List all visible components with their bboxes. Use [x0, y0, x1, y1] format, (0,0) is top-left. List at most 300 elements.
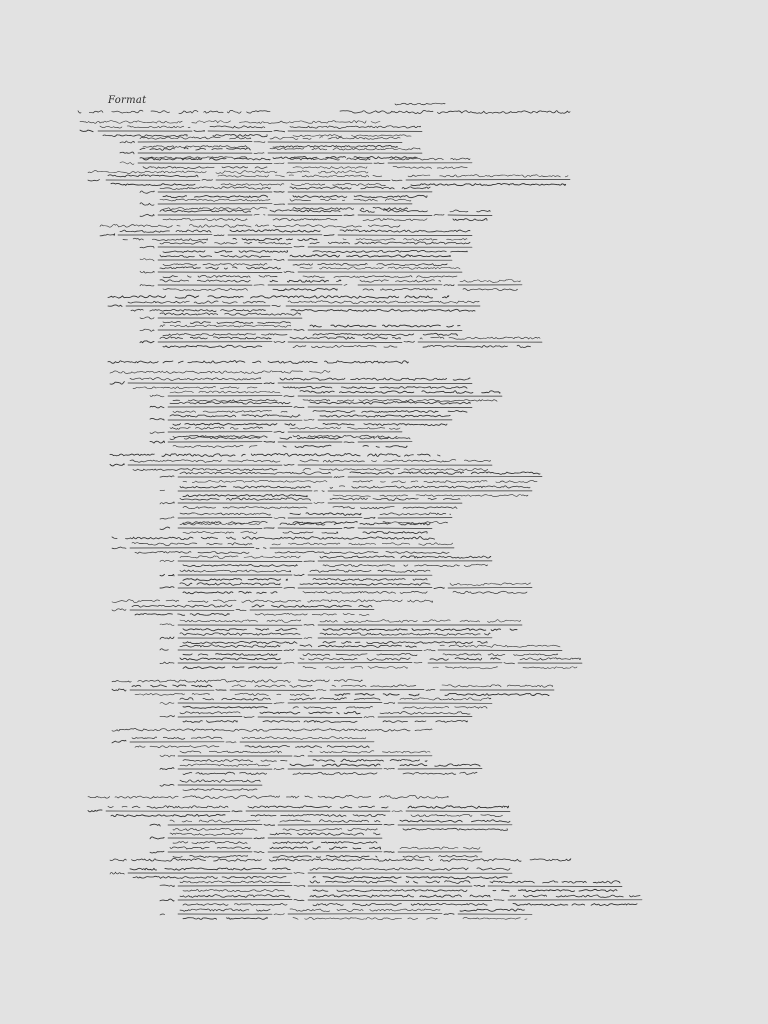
denominator-scribble: [173, 410, 287, 412]
numerator-scribble: [310, 242, 470, 244]
equals-mark: [274, 163, 284, 164]
numerator-scribble: [170, 402, 299, 404]
denominator-scribble: [423, 345, 539, 347]
denominator-scribble: [251, 814, 385, 816]
equals-and-lim-mark: [160, 517, 174, 519]
equals-mark: [264, 383, 274, 384]
denominator-scribble: [303, 591, 427, 593]
equals-and-lim-mark: [160, 502, 174, 504]
equals-mark: [426, 689, 441, 690]
numerator-scribble: [210, 126, 273, 128]
numerator-scribble: [290, 427, 400, 429]
denominator-scribble: [183, 904, 287, 906]
numerator-scribble: [450, 210, 490, 212]
equals-and-lim-mark: [160, 587, 174, 588]
fraction-bar: [298, 650, 422, 651]
equals-mark: [304, 419, 314, 420]
equals-and-lim-mark: [140, 214, 154, 216]
fraction-bar: [138, 163, 272, 164]
denominator-scribble: [183, 480, 327, 482]
numerator-scribble: [180, 645, 286, 648]
numerator-scribble: [300, 267, 460, 269]
numerator-scribble: [290, 126, 421, 129]
equals-mark: [254, 285, 264, 286]
denominator-scribble: [273, 218, 337, 220]
equals-mark: [264, 528, 274, 529]
denominator-scribble: [163, 195, 267, 198]
numerator-scribble: [400, 764, 480, 767]
denominator-scribble: [173, 445, 257, 447]
numerator-scribble: [330, 498, 465, 500]
equals-and-lim-mark: [150, 406, 164, 408]
numerator-scribble: [360, 280, 440, 282]
denominator-scribble: [313, 759, 427, 761]
equals-mark: [202, 179, 212, 180]
equals-mark: [264, 441, 275, 442]
denominator-scribble: [143, 146, 247, 148]
fraction-bar: [288, 342, 402, 343]
denominator-scribble: [183, 789, 257, 791]
equals-and-lim-mark: [112, 609, 126, 611]
equals-mark: [284, 649, 294, 650]
equals-and-lim-mark: [100, 234, 115, 236]
numerator-scribble: [170, 427, 271, 429]
equals-mark: [274, 703, 284, 704]
equals-mark: [344, 527, 354, 528]
denominator-scribble: [313, 890, 467, 892]
equals-and-lim-mark: [150, 432, 164, 434]
denominator-scribble: [111, 183, 195, 185]
fraction-bar: [208, 131, 272, 132]
function-definition-line: [110, 371, 330, 374]
denominator-scribble: [293, 195, 427, 197]
denominator-scribble: [293, 207, 407, 209]
numerator-scribble: [290, 158, 370, 160]
denominator-scribble: [283, 531, 338, 533]
denominator-scribble: [173, 423, 303, 425]
equals-mark: [434, 214, 444, 215]
numerator-scribble: [180, 570, 291, 572]
fraction-bar: [448, 215, 492, 216]
numerator-scribble: [360, 210, 437, 212]
denominator-scribble: [143, 166, 267, 168]
numerator-scribble: [408, 806, 509, 809]
fraction-bar: [308, 407, 472, 408]
equals-mark: [236, 609, 246, 610]
equals-mark: [294, 574, 304, 575]
denominator-scribble: [323, 423, 447, 425]
equals-mark: [294, 885, 305, 886]
numerator-scribble: [310, 881, 470, 884]
numerator-scribble: [510, 895, 640, 897]
equals-and-lim-mark: [140, 285, 154, 286]
numerator-scribble: [120, 230, 211, 232]
fraction-bar: [178, 650, 282, 651]
denominator-scribble: [163, 264, 267, 266]
equals-and-lim-mark: [120, 162, 134, 164]
equals-and-lim-mark: [160, 560, 174, 561]
numerator-scribble: [160, 199, 270, 201]
denominator-scribble: [173, 855, 248, 857]
fraction-bar: [448, 587, 532, 588]
numerator-scribble: [310, 402, 470, 404]
numerator-scribble: [170, 847, 250, 849]
function-definition-line: [110, 454, 440, 457]
fraction-bar: [338, 235, 472, 236]
denominator-scribble: [363, 532, 427, 534]
denominator-scribble: [133, 876, 295, 878]
numerator-scribble: [270, 280, 341, 282]
numerator-scribble: [360, 523, 430, 525]
numerator-scribble: [132, 737, 222, 740]
denominator-scribble: [183, 890, 290, 892]
numerator-scribble: [400, 698, 491, 701]
numerator-scribble: [270, 148, 420, 150]
denominator-scribble: [403, 828, 507, 830]
denominator-scribble: [313, 333, 458, 335]
denominator-scribble: [363, 288, 437, 290]
fraction-bar: [258, 717, 362, 718]
equals-mark: [384, 768, 394, 769]
numerator-scribble: [180, 881, 290, 883]
equals-mark: [216, 690, 226, 691]
equals-and-lim-mark: [160, 637, 174, 639]
denominator-scribble: [163, 288, 248, 290]
numerator-scribble: [108, 806, 228, 809]
denominator-scribble: [143, 157, 247, 159]
denominator-scribble: [273, 145, 397, 147]
numerator-scribble: [132, 685, 212, 687]
denominator-scribble: [283, 445, 340, 447]
numerator-scribble: [320, 556, 491, 558]
numerator-scribble: [290, 337, 400, 339]
equals-mark: [424, 650, 435, 651]
denominator-scribble: [291, 309, 475, 311]
equals-mark: [316, 690, 326, 691]
function-definition-line: [110, 858, 571, 861]
equals-and-lim-mark: [140, 246, 154, 248]
numerator-scribble: [170, 833, 252, 835]
fraction-bar: [268, 142, 402, 143]
denominator-scribble: [393, 166, 467, 168]
denominator-scribble: [333, 495, 533, 497]
denominator-scribble: [213, 135, 267, 137]
equals-mark: [392, 180, 402, 181]
fraction-bar: [308, 900, 492, 901]
denominator-scribble: [255, 613, 369, 615]
denominator-scribble: [173, 841, 247, 843]
numerator-scribble: [290, 255, 450, 257]
denominator-scribble: [293, 345, 397, 347]
numerator-scribble: [180, 472, 339, 475]
numerator-scribble: [180, 698, 270, 700]
equals-mark: [474, 885, 485, 886]
function-definition-line: [112, 537, 442, 540]
numerator-scribble: [130, 460, 280, 463]
equals-and-lim-mark: [160, 476, 174, 477]
denominator-scribble: [343, 239, 467, 241]
numerator-scribble: [140, 148, 250, 151]
equals-mark: [364, 716, 374, 717]
numerator-scribble: [290, 513, 361, 516]
equals-mark: [284, 396, 294, 397]
numerator-scribble: [320, 633, 490, 635]
denominator-scribble: [313, 903, 487, 905]
numerator-scribble: [290, 199, 411, 201]
numerator-scribble: [272, 543, 459, 545]
denominator-scribble: [303, 653, 417, 655]
equals-mark: [384, 852, 394, 853]
equals-and-lim-mark: [160, 914, 174, 915]
numerator-scribble: [160, 280, 250, 282]
numerator-scribble: [180, 583, 280, 586]
numerator-scribble: [270, 210, 340, 212]
numerator-scribble: [270, 847, 381, 849]
numerator-scribble: [260, 712, 360, 714]
numerator-scribble: [350, 472, 540, 475]
equals-mark: [256, 548, 266, 549]
numerator-scribble: [280, 378, 470, 380]
equals-mark: [254, 142, 265, 143]
numerator-scribble: [490, 881, 620, 883]
denominator-scribble: [293, 167, 367, 169]
denominator-scribble: [133, 387, 257, 389]
numerator-scribble: [310, 570, 430, 573]
denominator-scribble: [411, 183, 566, 185]
denominator-scribble: [293, 917, 437, 919]
denominator-scribble: [135, 551, 249, 553]
numerator-scribble: [160, 242, 291, 245]
equals-mark: [274, 341, 285, 342]
denominator-scribble: [323, 564, 488, 567]
numerator-scribble: [400, 847, 480, 849]
denominator-scribble: [183, 495, 314, 497]
equals-mark: [274, 769, 284, 770]
equals-and-lim-mark: [108, 305, 122, 306]
equals-mark: [344, 215, 354, 216]
fraction-bar: [178, 528, 262, 529]
equals-mark: [314, 491, 329, 492]
denominator-scribble: [163, 251, 288, 253]
fraction-bar: [358, 528, 432, 529]
equals-mark: [274, 914, 284, 915]
numerator-scribble: [128, 301, 273, 303]
denominator-scribble: [183, 918, 267, 920]
fraction-bar: [178, 561, 302, 562]
denominator-scribble: [173, 399, 277, 401]
function-definition-line: [108, 361, 408, 364]
equals-mark: [444, 285, 454, 286]
equals-and-lim-mark: [120, 141, 134, 143]
equals-and-lim-mark: [88, 179, 104, 181]
function-definition-line: [112, 728, 432, 731]
equals-mark: [294, 872, 304, 873]
denominator-scribble: [273, 288, 337, 290]
equals-mark: [254, 153, 264, 154]
fraction-bar: [178, 717, 242, 718]
denominator-scribble: [135, 693, 209, 695]
denominator-scribble: [183, 641, 297, 643]
numerator-scribble: [310, 868, 510, 870]
denominator-scribble: [163, 333, 287, 335]
numerator-scribble: [160, 337, 271, 339]
denominator-scribble: [383, 720, 467, 722]
denominator-scribble: [273, 842, 377, 844]
numerator-scribble: [420, 337, 540, 339]
numerator-scribble: [270, 137, 400, 140]
equals-and-lim-mark: [160, 702, 174, 704]
denominator-scribble: [183, 591, 277, 593]
denominator-scribble: [233, 238, 317, 240]
equals-and-lim-mark: [160, 649, 175, 651]
denominator-scribble: [403, 706, 487, 708]
equals-mark: [254, 214, 265, 215]
fraction-bar: [138, 141, 252, 142]
denominator-scribble: [135, 613, 229, 615]
equals-mark: [294, 330, 304, 331]
numerator-scribble: [290, 764, 380, 766]
equals-and-lim-mark: [140, 259, 154, 261]
equals-and-lim-mark: [112, 740, 126, 743]
equals-and-lim-mark: [140, 341, 154, 343]
denominator-scribble: [453, 219, 487, 221]
numerator-scribble: [332, 685, 424, 687]
numerator-scribble: [130, 378, 261, 381]
numerator-scribble: [180, 633, 300, 636]
denominator-scribble: [183, 760, 287, 762]
derivative-definition-left: [78, 110, 270, 113]
numerator-scribble: [380, 513, 451, 515]
equals-mark: [304, 625, 314, 626]
denominator-scribble: [163, 218, 247, 220]
denominator-scribble: [135, 746, 219, 748]
denominator-scribble: [433, 667, 497, 669]
fraction-bar: [178, 518, 272, 519]
equals-mark: [274, 192, 284, 193]
denominator-scribble: [313, 250, 467, 252]
denominator-scribble: [273, 855, 377, 857]
denominator-scribble: [443, 654, 558, 656]
numerator-scribble: [180, 780, 260, 782]
denominator-scribble: [133, 468, 277, 470]
numerator-scribble: [132, 605, 232, 607]
numerator-scribble: [290, 187, 430, 189]
equals-mark: [274, 431, 284, 432]
equals-and-lim-mark: [112, 689, 126, 691]
equals-mark: [274, 517, 285, 518]
function-definition-line: [88, 795, 448, 798]
numerator-scribble: [180, 620, 301, 623]
denominator-scribble: [163, 207, 267, 209]
fraction-bar: [278, 528, 342, 529]
numerator-scribble: [230, 230, 320, 233]
equals-mark: [504, 663, 514, 664]
equals-and-lim-mark: [150, 418, 171, 420]
worksheet-heading: Format: [108, 95, 147, 106]
denominator-scribble: [313, 410, 467, 412]
numerator-scribble: [460, 280, 520, 283]
function-definition-line: [112, 600, 433, 603]
denominator-scribble: [163, 275, 277, 277]
equals-and-lim-mark: [150, 824, 169, 826]
denominator-scribble: [303, 666, 408, 668]
denominator-scribble: [293, 521, 357, 523]
function-definition-line: [88, 171, 368, 174]
numerator-scribble: [300, 645, 421, 648]
denominator-scribble: [235, 693, 309, 695]
denominator-scribble: [183, 565, 297, 567]
fraction-bar: [288, 702, 382, 703]
denominator-scribble: [303, 399, 497, 401]
equals-mark: [344, 442, 354, 443]
numerator-scribble: [252, 605, 372, 607]
fraction-bar: [250, 609, 374, 610]
numerator-scribble: [130, 868, 290, 870]
numerator-scribble: [180, 712, 240, 714]
equals-and-lim-mark: [160, 662, 174, 664]
equals-mark: [494, 900, 504, 901]
numerator-scribble: [160, 313, 300, 316]
derivative-definition-note: [395, 103, 445, 105]
function-definition-line: [112, 679, 362, 682]
equals-mark: [324, 235, 334, 236]
denominator-scribble: [335, 694, 419, 696]
denominator-scribble: [131, 309, 270, 311]
numerator-scribble: [300, 391, 500, 394]
equals-and-lim-mark: [140, 329, 154, 331]
derivative-definition-right: [340, 110, 570, 113]
equals-mark: [444, 914, 454, 915]
numerator-scribble: [450, 583, 530, 586]
numerator-scribble: [300, 460, 491, 463]
equals-mark: [294, 899, 304, 900]
numerator-scribble: [170, 415, 300, 418]
denominator-scribble: [333, 506, 457, 508]
numerator-scribble: [320, 415, 450, 417]
equals-and-lim-mark: [150, 441, 165, 443]
equals-mark: [304, 638, 319, 639]
numerator-scribble: [108, 175, 198, 177]
fraction-bar: [278, 383, 472, 384]
denominator-scribble: [445, 693, 549, 695]
denominator-scribble: [183, 506, 316, 508]
equals-and-lim-mark: [150, 837, 164, 839]
equals-and-lim-mark: [110, 464, 124, 466]
equals-mark: [284, 662, 294, 663]
fraction-bar: [406, 811, 510, 812]
numerator-scribble: [288, 301, 479, 304]
equals-mark: [344, 284, 356, 285]
denominator-scribble: [463, 289, 517, 291]
numerator-scribble: [242, 737, 373, 740]
numerator-scribble: [460, 909, 531, 911]
equals-and-lim-mark: [160, 885, 174, 887]
equals-mark: [254, 838, 264, 839]
denominator-scribble: [275, 551, 456, 553]
fraction-bar: [438, 650, 562, 651]
numerator-scribble: [290, 698, 380, 700]
denominator-scribble: [463, 917, 527, 919]
numerator-scribble: [140, 137, 251, 139]
denominator-scribble: [293, 135, 419, 137]
numerator-scribble: [400, 820, 510, 822]
equals-mark: [392, 811, 402, 812]
equals-mark: [314, 502, 324, 503]
numerator-scribble: [310, 895, 495, 897]
equals-mark: [284, 271, 294, 272]
equals-mark: [226, 742, 236, 743]
numerator-scribble: [160, 325, 294, 327]
